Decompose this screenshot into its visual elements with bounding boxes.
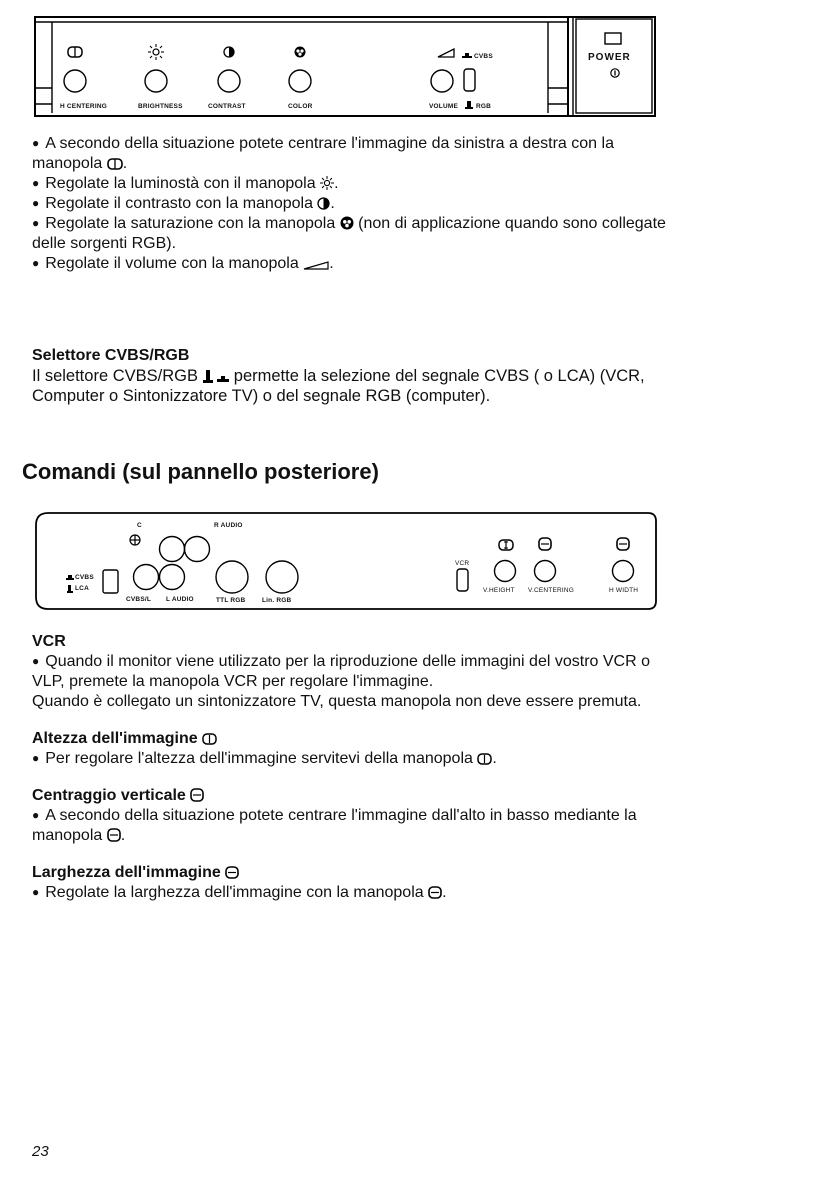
selector-text (32, 366, 802, 406)
heading-text: Altezza dell'immagine (32, 730, 198, 747)
label-lin-rgb: Lin. RGB (262, 597, 292, 604)
label-cvbs: CVBS (75, 574, 94, 581)
vcr-text (32, 652, 802, 712)
text-line: delle sorgenti RGB). (32, 235, 177, 252)
label-cvbs: CVBS (474, 53, 493, 60)
label-volume: VOLUME (429, 103, 459, 110)
cvbs-switch-icon (217, 375, 229, 383)
width-heading (32, 863, 239, 883)
text-line: manopola (32, 155, 103, 172)
label-l-audio: L AUDIO (166, 596, 194, 603)
list-item-brightness: ● Regolate la luminostà con il manopola . (32, 174, 802, 194)
lca-switch-icon (67, 585, 73, 593)
list-item-continuation: manopola . (32, 155, 128, 172)
list-item-h-centering (32, 134, 802, 154)
height-text (32, 749, 802, 769)
text-line: VLP, premete la manopola VCR per regolare l'immagine. (32, 673, 434, 690)
h-width-icon (616, 537, 630, 551)
heading-text: Larghezza dell'immagine (32, 864, 221, 881)
label-contrast: CONTRAST (208, 103, 246, 110)
volume-icon (437, 48, 455, 58)
text-line: Regolate il contrasto con la manopola (45, 195, 313, 212)
text-line: Regolate la luminostà con il manopola (45, 175, 316, 192)
label-v-height: V.HEIGHT (483, 587, 515, 594)
list-item-contrast: ● Regolate il contrasto con la manopola . (32, 194, 802, 214)
power-icon (610, 68, 620, 78)
text-line (32, 672, 802, 692)
v-centering-icon (190, 788, 204, 802)
color-icon (340, 216, 354, 230)
vcenter-text (32, 806, 802, 846)
h-width-icon (428, 886, 442, 899)
text-line: (non di applicazione quando sono collegate (358, 215, 666, 232)
label-h-centering: H CENTERING (60, 103, 107, 110)
brightness-icon (148, 44, 164, 60)
text-line: Regolate la larghezza dell'immagine con la manopola (45, 884, 424, 901)
label-cvbs-l: CVBS/L (126, 596, 152, 603)
rgb-switch-icon (465, 101, 473, 109)
brightness-icon (320, 176, 334, 190)
label-color: COLOR (288, 103, 313, 110)
rgb-switch-icon (203, 370, 213, 383)
color-icon (294, 46, 306, 58)
text-line (32, 386, 802, 406)
v-centering-icon (538, 537, 552, 551)
label-rgb: RGB (476, 103, 492, 110)
h-centering-icon (107, 158, 123, 170)
vcr-heading: VCR (32, 633, 66, 650)
selector-heading: Selettore CVBS/RGB (32, 347, 190, 364)
rear-panel-diagram (0, 505, 840, 625)
label-lca: LCA (75, 585, 89, 592)
text-line: manopola . (32, 827, 126, 844)
h-width-icon (225, 866, 239, 879)
text-line: Quando è collegato un sintonizzatore TV, questa manopola non deve essere premuta. (32, 693, 642, 710)
contrast-icon (223, 46, 235, 58)
text-line: Computer o Sintonizzatore TV) o del segnale RGB (computer). (32, 387, 491, 405)
text-line (32, 692, 802, 712)
text-line: Regolate la saturazione con la manopola (45, 215, 336, 232)
text-line (32, 366, 802, 386)
text-line: Regolate il volume con la manopola (45, 255, 299, 272)
text-line: permette la selezione del segnale CVBS ( o LCA) (VCR, (233, 367, 645, 385)
label-h-width: H WIDTH (609, 587, 639, 594)
volume-icon (303, 260, 329, 270)
list-item-continuation (32, 234, 802, 254)
label-v-centering: V.CENTERING (528, 587, 575, 594)
v-centering-icon (107, 828, 121, 842)
label-brightness: BRIGHTNESS (138, 103, 183, 110)
section-title: Comandi (sul pannello posteriore) (22, 459, 379, 484)
height-heading (32, 729, 217, 749)
rear-panel-drawing (0, 505, 840, 625)
cvbs-switch-icon (462, 53, 472, 59)
vcenter-heading (32, 786, 204, 806)
text-line: A secondo della situazione potete centrare l'immagine da sinistra a destra con la (45, 135, 614, 152)
cvbs-switch-icon (66, 575, 74, 581)
text-line: A secondo della situazione potete centrare l'immagine dall'alto in basso mediante la (45, 807, 637, 824)
v-height-icon (477, 753, 492, 765)
label-c: C (137, 522, 142, 529)
front-panel-diagram (0, 0, 840, 125)
front-controls-text (32, 134, 802, 274)
text-line: manopola (32, 827, 103, 844)
label-vcr: VCR (455, 560, 470, 567)
list-item-width: ● Regolate la larghezza dell'immagine con la manopola . (32, 883, 802, 903)
list-item-height: ● Per regolare l'altezza dell'immagine servitevi della manopola . (32, 749, 802, 769)
list-item-vcr (32, 652, 802, 672)
h-centering-icon (67, 46, 83, 58)
label-ttl-rgb: TTL RGB (216, 597, 246, 604)
text-line: Per regolare l'altezza dell'immagine servitevi della manopola (45, 750, 473, 767)
list-item-color (32, 214, 802, 234)
label-r-audio: R AUDIO (214, 522, 243, 529)
front-panel-drawing (0, 0, 840, 125)
text-line: Il selettore CVBS/RGB (32, 367, 198, 385)
label-power: POWER (588, 52, 631, 63)
list-item-volume: ● Regolate il volume con la manopola . (32, 254, 802, 274)
v-height-icon (202, 733, 217, 745)
width-text (32, 883, 802, 903)
text-line: Quando il monitor viene utilizzato per la riproduzione delle immagini del vostro VCR o (45, 653, 650, 670)
page-number: 23 (32, 1143, 49, 1160)
contrast-icon (317, 197, 330, 210)
v-height-icon (498, 539, 514, 551)
heading-text: Centraggio verticale (32, 787, 186, 804)
list-item-vcenter (32, 806, 802, 826)
chroma-icon (129, 534, 141, 546)
